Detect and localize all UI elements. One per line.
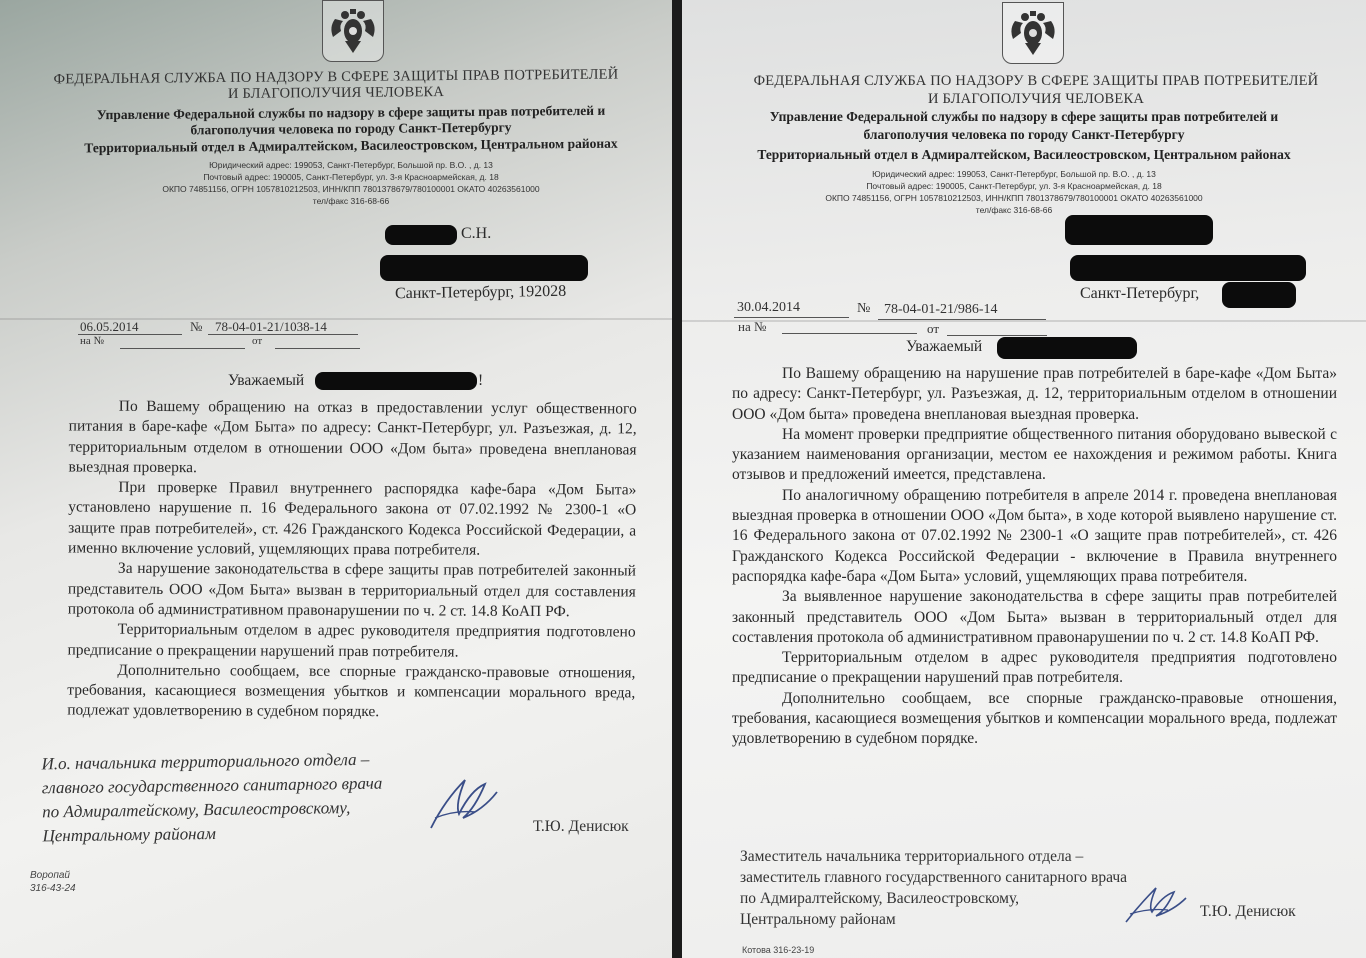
signer-name: Т.Ю. Денисюк	[533, 818, 629, 835]
body-paragraph-1: По Вашему обращению на нарушение прав потребителей в баре-кафе «Дом Быта» по адресу: Санкт-Петербург, ул. Разъезжая, д. 12, территориальным отделом в отношении ООО «Дом быта» проведена внеплановая выездная проверка.	[732, 365, 1337, 423]
addr-line-3: ОКПО 74851156, ОГРН 1057810212503, ИНН/КПП 7801378679/780100001 ОКАТО 40263561000	[162, 184, 540, 194]
greeting: Уважаемый	[228, 372, 305, 389]
dept-line-3: Территориальный отдел в Адмиралтейском, Василеостровском, Центральном районах	[757, 147, 1291, 162]
double-headed-eagle-emblem-icon	[323, 1, 383, 61]
from-label: от	[927, 321, 940, 336]
redaction-address	[1070, 255, 1306, 281]
body-paragraph-4: Территориальным отделом в адрес руководителя предприятия подготовлено предписание о прекращении нарушений прав потребителя.	[67, 621, 636, 661]
body-paragraph-1: По Вашему обращению на отказ в предоставлении услуг общественного питания в баре-кафе «Дом Быта» по адресу: Санкт-Петербург, ул. Разъезжая, д. 12, территориальным отделом в отношении ООО «Дом быта» проведена внеплановая выездная проверка.	[68, 397, 637, 477]
signature-title-line-2: заместитель главного государственного санитарного врача	[740, 869, 1128, 886]
redaction-name	[1065, 215, 1213, 245]
executor-phone: 316-43-24	[30, 883, 76, 894]
letter-right	[682, 0, 1366, 958]
signature-title-line-4: Центральному районам	[740, 911, 896, 928]
dept-line-3: Территориальный отдел в Адмиралтейском, Василеостровском, Центральном районах	[84, 135, 618, 156]
agency-line-2: И БЛАГОПОЛУЧИЯ ЧЕЛОВЕКА	[927, 91, 1145, 107]
signature-title	[740, 846, 1127, 930]
redaction-greeting	[315, 372, 477, 390]
signature-title-line-1: Заместитель начальника территориального отдела –	[740, 848, 1084, 865]
letter-date: 30.04.2014	[737, 300, 800, 315]
signer-name: Т.Ю. Денисюк	[1200, 903, 1296, 920]
agency-line-1: ФЕДЕРАЛЬНАЯ СЛУЖБА ПО НАДЗОРУ В СФЕРЕ ЗАЩИТЫ ПРАВ ПОТРЕБИТЕЛЕЙ	[753, 73, 1319, 89]
addr-line-4: тел/факс 316-68-66	[312, 196, 390, 206]
from-label: от	[252, 335, 263, 347]
signature-title	[41, 748, 383, 849]
addr-line-4: тел/факс 316-68-66	[975, 205, 1053, 215]
dept-line-1: Управление Федеральной службы по надзору в сфере защиты прав потребителей и	[96, 102, 606, 123]
letter-date: 06.05.2014	[80, 319, 139, 334]
signature-title-line-4: Центральному районам	[42, 823, 217, 846]
letter-number: 78-04-01-21/1038-14	[215, 319, 327, 334]
underline	[120, 348, 245, 349]
double-headed-eagle-emblem-icon	[1003, 3, 1063, 63]
redaction-address	[380, 255, 588, 281]
body-paragraph-5: Территориальным отделом в адрес руководителя предприятия подготовлено предписание о прекращении нарушений прав потребителя.	[732, 649, 1337, 687]
underline	[734, 317, 849, 318]
letter-body	[732, 364, 1337, 750]
signature-title-line-1: И.о. начальника территориального отдела –	[41, 749, 370, 774]
signature-title-line-3: по Адмиралтейскому, Василеостровскому,	[42, 798, 351, 822]
addr-line-3: ОКПО 74851156, ОГРН 1057810212503, ИНН/КПП 7801378679/780100001 ОКАТО 40263561000	[825, 193, 1203, 203]
handwritten-signature-icon	[425, 770, 505, 832]
agency-line-1: ФЕДЕРАЛЬНАЯ СЛУЖБА ПО НАДЗОРУ В СФЕРЕ ЗАЩИТЫ ПРАВ ПОТРЕБИТЕЛЕЙ	[53, 66, 619, 88]
dept-line-1: Управление Федеральной службы по надзору в сфере защиты прав потребителей и	[769, 109, 1279, 124]
emblem-icon	[1002, 2, 1064, 64]
recipient-initials: С.Н.	[461, 225, 492, 242]
redaction-greeting	[997, 337, 1137, 359]
greeting: Уважаемый	[906, 338, 983, 355]
ref-label: на №	[80, 335, 105, 347]
body-paragraph-2: При проверке Правил внутреннего распорядка кафе-бара «Дом Быта» установлено нарушение п. 16 Федерального закона от 07.02.1992 № 2300-1 «О защите прав потребителей», ст. 426 Гражданского Кодекса Российской Федерации, а именно включение условий, ущемляющих права потребителя.	[68, 478, 637, 559]
letter-body	[67, 397, 637, 725]
addr-line-1: Юридический адрес: 199053, Санкт-Петербург, Большой пр. В.О. , д. 13	[872, 169, 1156, 179]
executor-name: Воропай	[30, 870, 70, 881]
number-label: №	[857, 301, 871, 316]
underline	[208, 334, 358, 335]
body-paragraph-3: За нарушение законодательства в сфере защиты прав потребителей законный представитель ООО «Дом Быта» вызван в территориальный отдел для составления протокола об административном правонарушении по ч. 2 ст. 14.8 КоАП РФ.	[67, 560, 636, 621]
agency-line-2: И БЛАГОПОЛУЧИЯ ЧЕЛОВЕКА	[227, 84, 445, 102]
signature-title-line-3: по Адмиралтейскому, Василеостровскому,	[740, 890, 1020, 907]
recipient-city: Санкт-Петербург,	[1080, 285, 1200, 302]
number-label: №	[190, 319, 203, 334]
handwritten-signature-icon	[1122, 880, 1192, 926]
underline	[878, 319, 1046, 320]
underline	[947, 335, 1047, 336]
letter-left	[0, 0, 672, 958]
dept-line-2: благополучия человека по городу Санкт-Петербургу	[863, 127, 1185, 142]
body-paragraph-3: По аналогичному обращению потребителя в апреле 2014 г. проведена внеплановая выездная проверка в отношении ООО «Дом быта», в ходе которой выявлено нарушение ст. 16 Федерального закона от 07.02.1992 № 2300-1 «О защите прав потребителей», ст. 426 Гражданского Кодекса Российской Федерации - включение в Правила внутреннего распорядка кафе-бара «Дом Быта» условий, ущемляющих права потребителя.	[732, 486, 1337, 585]
emblem-icon	[322, 0, 384, 62]
paper-fold	[682, 320, 1366, 322]
addr-line-2: Почтовый адрес: 190005, Санкт-Петербург, ул. 3-я Красноармейская, д. 18	[203, 172, 499, 182]
executor-line: Котова 316-23-19	[742, 945, 815, 955]
addr-line-2: Почтовый адрес: 190005, Санкт-Петербург, ул. 3-я Красноармейская, д. 18	[866, 181, 1162, 191]
recipient-city: Санкт-Петербург, 192028	[394, 282, 567, 303]
ref-label: на №	[738, 319, 767, 334]
redaction-city	[1222, 282, 1296, 308]
dept-line-2: благополучия человека по городу Санкт-Петербургу	[190, 119, 512, 138]
signature-title-line-2: главного государственного санитарного врача	[41, 773, 383, 798]
underline	[275, 348, 360, 349]
addr-line-1: Юридический адрес: 199053, Санкт-Петербург, Большой пр. В.О. , д. 13	[209, 160, 493, 170]
underline	[782, 333, 917, 334]
letter-number: 78-04-01-21/986-14	[884, 302, 998, 317]
greeting-end: !	[478, 372, 484, 389]
body-paragraph-5: Дополнительно сообщаем, все спорные гражданско-правовые отношения, требования, касающиеся возмещения убытков и компенсации морального вреда, подлежат удовлетворению в судебном порядке.	[67, 661, 636, 721]
body-paragraph-2: На момент проверки предприятие общественного питания оборудовано вывеской с указанием наименования организации, местом ее нахождения и режимом работы. Книга отзывов и предложений имеется, представлена.	[732, 425, 1337, 484]
body-paragraph-6: Дополнительно сообщаем, все спорные гражданско-правовые отношения, требования, касающиеся возмещения убытков и компенсации морального вреда, подлежат удовлетворению в судебном порядке.	[732, 689, 1337, 748]
redaction-name	[385, 225, 457, 245]
body-paragraph-4: За выявленное нарушение законодательства в сфере защиты прав потребителей законный представитель ООО «Дом Быта» вызван в территориальный отдел для составления протокола об административном правонарушении по ч. 2 ст. 14.8 КоАП РФ.	[732, 588, 1337, 646]
